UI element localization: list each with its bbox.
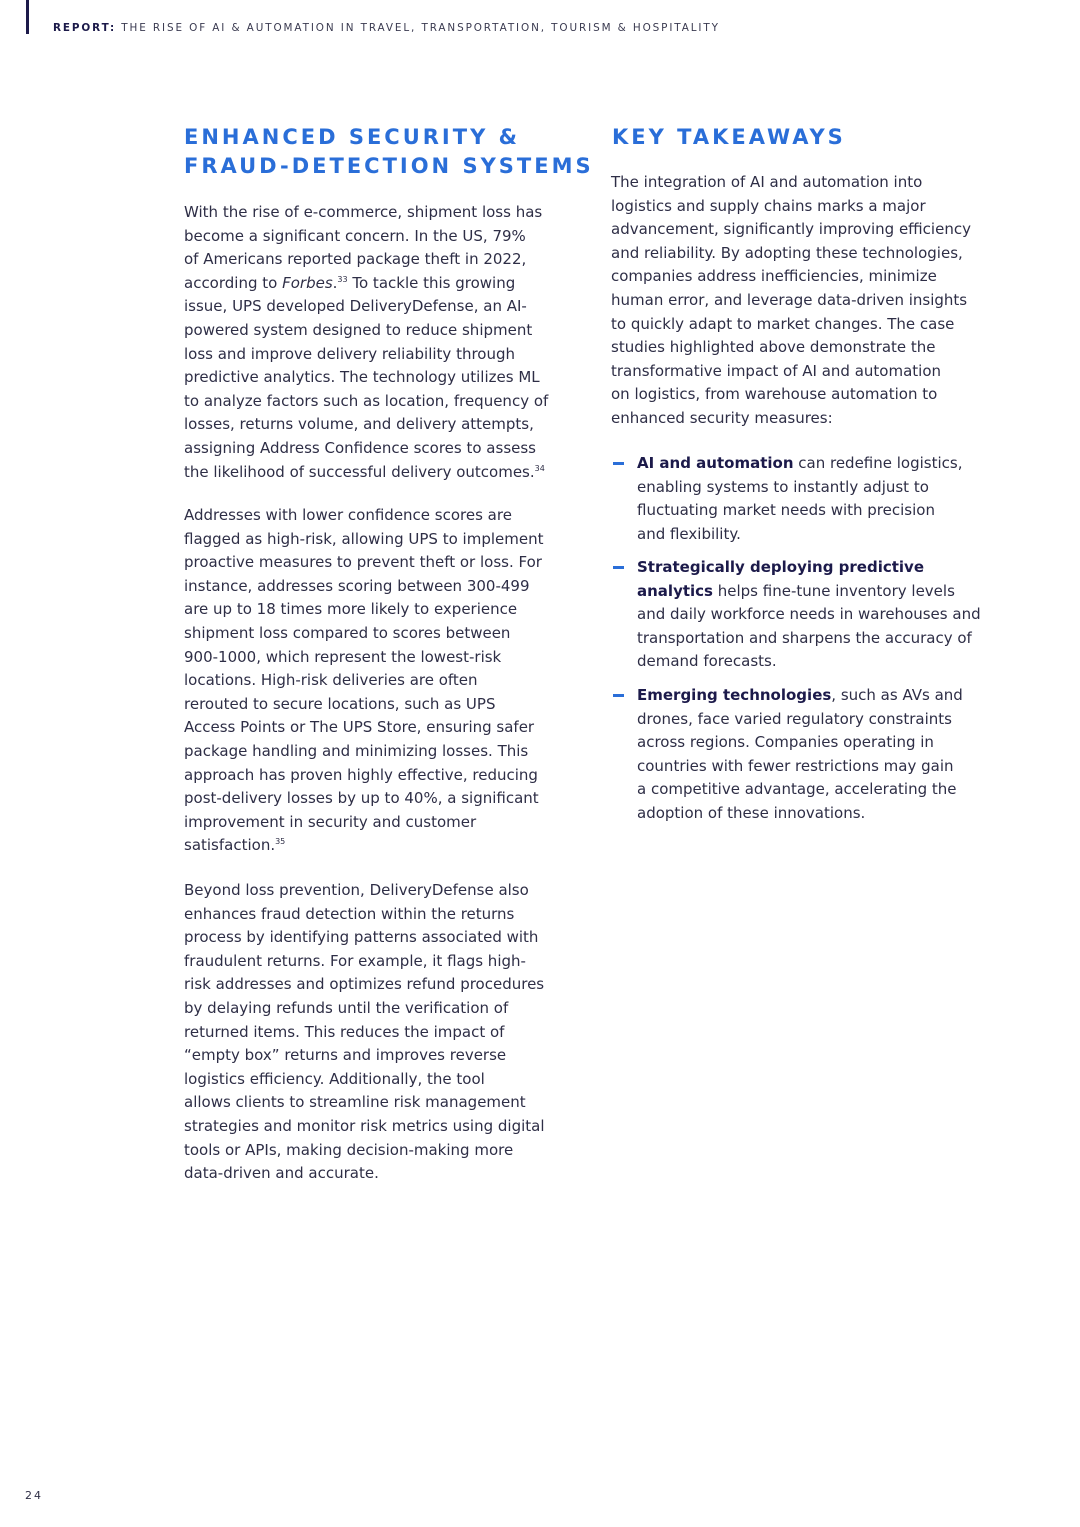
- bullet-item-3: [637, 684, 963, 826]
- text-line: [184, 1162, 545, 1186]
- header-title: THE RISE OF AI & AUTOMATION IN TRAVEL, TRANSPORTATION, TOURISM & HOSPITALITY: [121, 22, 720, 34]
- text-span: fluctuating market needs with precision: [637, 501, 935, 520]
- text-span: improvement in security and customer: [184, 812, 477, 831]
- dash-bullet-icon: [613, 694, 624, 697]
- text-line: [184, 248, 548, 272]
- text-span: strategies and monitor risk metrics using digital: [184, 1116, 545, 1135]
- text-line: [637, 476, 962, 500]
- text-span: losses, returns volume, and delivery attempts,: [184, 415, 534, 434]
- text-line: [637, 627, 981, 651]
- text-span: enhances fraud detection within the returns: [184, 904, 515, 923]
- text-line: [184, 575, 543, 599]
- text-line: [184, 787, 543, 811]
- text-line: [184, 272, 548, 296]
- text-line: [184, 926, 545, 950]
- heading-line: ENHANCED SECURITY &: [184, 125, 520, 149]
- text-line: [184, 366, 548, 390]
- bullet-item-2: [637, 556, 981, 674]
- text-line: [637, 755, 963, 779]
- text-line: [637, 684, 963, 708]
- text-line: [637, 556, 981, 580]
- text-span: helps fine-tune inventory levels: [712, 581, 955, 600]
- report-header: [53, 22, 720, 34]
- text-span: according to: [184, 273, 283, 292]
- text-line: [184, 973, 545, 997]
- footnote-ref: 34: [534, 463, 545, 473]
- text-line: [184, 716, 543, 740]
- text-line: [184, 1068, 545, 1092]
- text-line: [184, 390, 548, 414]
- text-line: [184, 504, 543, 528]
- text-line: [184, 903, 545, 927]
- text-span: issue, UPS developed DeliveryDefense, an AI-: [184, 297, 527, 316]
- text-line: [184, 437, 548, 461]
- text-line: [184, 201, 548, 225]
- text-span: studies highlighted above demonstrate the: [611, 338, 936, 357]
- text-line: [637, 650, 981, 674]
- text-line: [184, 225, 548, 249]
- text-line: [184, 997, 545, 1021]
- text-span: data-driven and accurate.: [184, 1164, 379, 1183]
- bold-text: Strategically deploying predictive: [637, 558, 925, 576]
- text-span: to quickly adapt to market changes. The case: [611, 314, 955, 333]
- text-span: instance, addresses scoring between 300-499: [184, 576, 530, 595]
- text-span: and flexibility.: [637, 524, 741, 543]
- text-line: [637, 802, 963, 826]
- footnote-ref: 33: [337, 274, 348, 284]
- text-span: by delaying refunds until the verification of: [184, 998, 509, 1017]
- text-line: [611, 218, 971, 242]
- text-line: [184, 1021, 545, 1045]
- text-span: countries with fewer restrictions may gain: [637, 756, 954, 775]
- text-span: Beyond loss prevention, DeliveryDefense also: [184, 881, 529, 899]
- text-line: [611, 265, 971, 289]
- text-span: proactive measures to prevent theft or loss. For: [184, 553, 542, 572]
- text-span: transportation and sharpens the accuracy of: [637, 628, 972, 647]
- text-line: [611, 289, 971, 313]
- text-line: [637, 778, 963, 802]
- text-span: drones, face varied regulatory constraints: [637, 709, 952, 728]
- text-span: across regions. Companies operating in: [637, 733, 934, 752]
- takeaways-intro: [611, 171, 971, 431]
- text-span: .: [332, 273, 338, 292]
- text-line: [184, 811, 543, 835]
- text-line: [637, 452, 962, 476]
- text-line: [184, 295, 548, 319]
- italic-text: Forbes: [282, 273, 333, 292]
- text-span: returned items. This reduces the impact of: [184, 1022, 505, 1041]
- text-span: powered system designed to reduce shipment: [184, 320, 533, 339]
- text-span: on logistics, from warehouse automation to: [611, 385, 938, 404]
- section-heading-key-takeaways: [612, 123, 846, 152]
- text-span: package handling and minimizing losses. This: [184, 741, 529, 760]
- text-line: [637, 731, 963, 755]
- heading-line: FRAUD-DETECTION SYSTEMS: [184, 154, 594, 178]
- text-span: and reliability. By adopting these technologies,: [611, 243, 963, 262]
- text-line: [184, 669, 543, 693]
- text-line: [637, 523, 962, 547]
- text-line: [184, 950, 545, 974]
- text-span: tools or APIs, making decision-making more: [184, 1140, 514, 1159]
- heading-line: KEY TAKEAWAYS: [612, 125, 846, 149]
- text-span: and daily workforce needs in warehouses and: [637, 605, 981, 624]
- text-span: adoption of these innovations.: [637, 803, 866, 822]
- text-line: [184, 1115, 545, 1139]
- text-span: fraudulent returns. For example, it flags high-: [184, 951, 526, 970]
- text-span: to analyze factors such as location, frequency of: [184, 391, 549, 410]
- text-line: [611, 407, 971, 431]
- paragraph-2: [184, 504, 543, 858]
- text-span: assigning Address Confidence scores to assess: [184, 438, 536, 457]
- text-line: [637, 708, 963, 732]
- text-span: flagged as high-risk, allowing UPS to implement: [184, 529, 544, 548]
- text-line: [611, 195, 971, 219]
- text-span: locations. High-risk deliveries are often: [184, 671, 478, 690]
- dash-bullet-icon: [613, 566, 624, 569]
- text-span: predictive analytics. The technology utilizes ML: [184, 368, 540, 387]
- text-span: shipment loss compared to scores between: [184, 623, 511, 642]
- text-line: [637, 580, 981, 604]
- text-line: [184, 693, 543, 717]
- bold-text: Emerging technologies: [637, 686, 832, 704]
- text-line: [611, 336, 971, 360]
- bullet-item-1: [637, 452, 962, 546]
- text-line: [184, 1139, 545, 1163]
- text-line: [184, 879, 545, 903]
- text-span: enhanced security measures:: [611, 408, 833, 427]
- text-span: demand forecasts.: [637, 652, 777, 671]
- text-line: [637, 603, 981, 627]
- text-span: logistics efficiency. Additionally, the tool: [184, 1069, 485, 1088]
- text-line: [184, 834, 543, 858]
- text-span: a competitive advantage, accelerating the: [637, 780, 957, 799]
- header-label: REPORT:: [53, 22, 117, 34]
- text-line: [611, 383, 971, 407]
- text-span: are up to 18 times more likely to experience: [184, 600, 518, 619]
- bold-text: analytics: [637, 581, 713, 600]
- text-span: loss and improve delivery reliability through: [184, 344, 516, 363]
- text-span: human error, and leverage data-driven insights: [611, 290, 968, 309]
- dash-bullet-icon: [613, 462, 624, 465]
- text-line: [184, 413, 548, 437]
- text-span: 900-1000, which represent the lowest-risk: [184, 647, 502, 666]
- footnote-ref: 35: [275, 837, 286, 847]
- text-span: enabling systems to instantly adjust to: [637, 477, 929, 496]
- text-span: approach has proven highly effective, reducing: [184, 765, 538, 784]
- text-line: [184, 461, 548, 485]
- text-span: risk addresses and optimizes refund procedures: [184, 975, 545, 994]
- text-span: , such as AVs and: [831, 686, 963, 704]
- text-span: advancement, significantly improving efficiency: [611, 220, 971, 239]
- text-line: [611, 171, 971, 195]
- text-line: [611, 360, 971, 384]
- text-span: satisfaction.: [184, 836, 276, 855]
- text-span: rerouted to secure locations, such as UPS: [184, 694, 496, 713]
- text-span: The integration of AI and automation into: [611, 173, 923, 191]
- text-line: [184, 1091, 545, 1115]
- text-span: of Americans reported package theft in 2022,: [184, 250, 527, 269]
- text-line: [184, 343, 548, 367]
- text-line: [184, 764, 543, 788]
- text-span: “empty box” returns and improves reverse: [184, 1046, 507, 1065]
- text-line: [184, 1044, 545, 1068]
- paragraph-1: [184, 201, 548, 484]
- text-span: To tackle this growing: [347, 273, 516, 292]
- text-span: Addresses with lower confidence scores are: [184, 506, 512, 524]
- text-span: the likelihood of successful delivery outcomes.: [184, 462, 535, 481]
- text-line: [637, 499, 962, 523]
- text-span: With the rise of e-commerce, shipment loss has: [184, 203, 543, 221]
- text-span: Access Points or The UPS Store, ensuring safer: [184, 718, 535, 737]
- text-span: logistics and supply chains marks a major: [611, 196, 926, 215]
- text-span: post-delivery losses by up to 40%, a significant: [184, 789, 539, 808]
- text-span: transformative impact of AI and automation: [611, 361, 941, 380]
- header-accent-bar: [26, 0, 29, 34]
- text-span: companies address inefficiencies, minimize: [611, 267, 937, 286]
- paragraph-3: [184, 879, 545, 1186]
- text-line: [611, 313, 971, 337]
- text-span: process by identifying patterns associated with: [184, 928, 539, 947]
- text-line: [184, 598, 543, 622]
- text-line: [184, 528, 543, 552]
- section-heading-security: [184, 123, 594, 181]
- text-line: [184, 622, 543, 646]
- text-line: [184, 551, 543, 575]
- text-line: [184, 319, 548, 343]
- text-span: can redefine logistics,: [793, 454, 963, 472]
- page-number: 24: [25, 1489, 43, 1502]
- text-span: become a significant concern. In the US, 79%: [184, 226, 526, 245]
- text-line: [184, 740, 543, 764]
- text-line: [611, 242, 971, 266]
- text-span: allows clients to streamline risk management: [184, 1093, 526, 1112]
- bold-text: AI and automation: [637, 454, 794, 472]
- text-line: [184, 646, 543, 670]
